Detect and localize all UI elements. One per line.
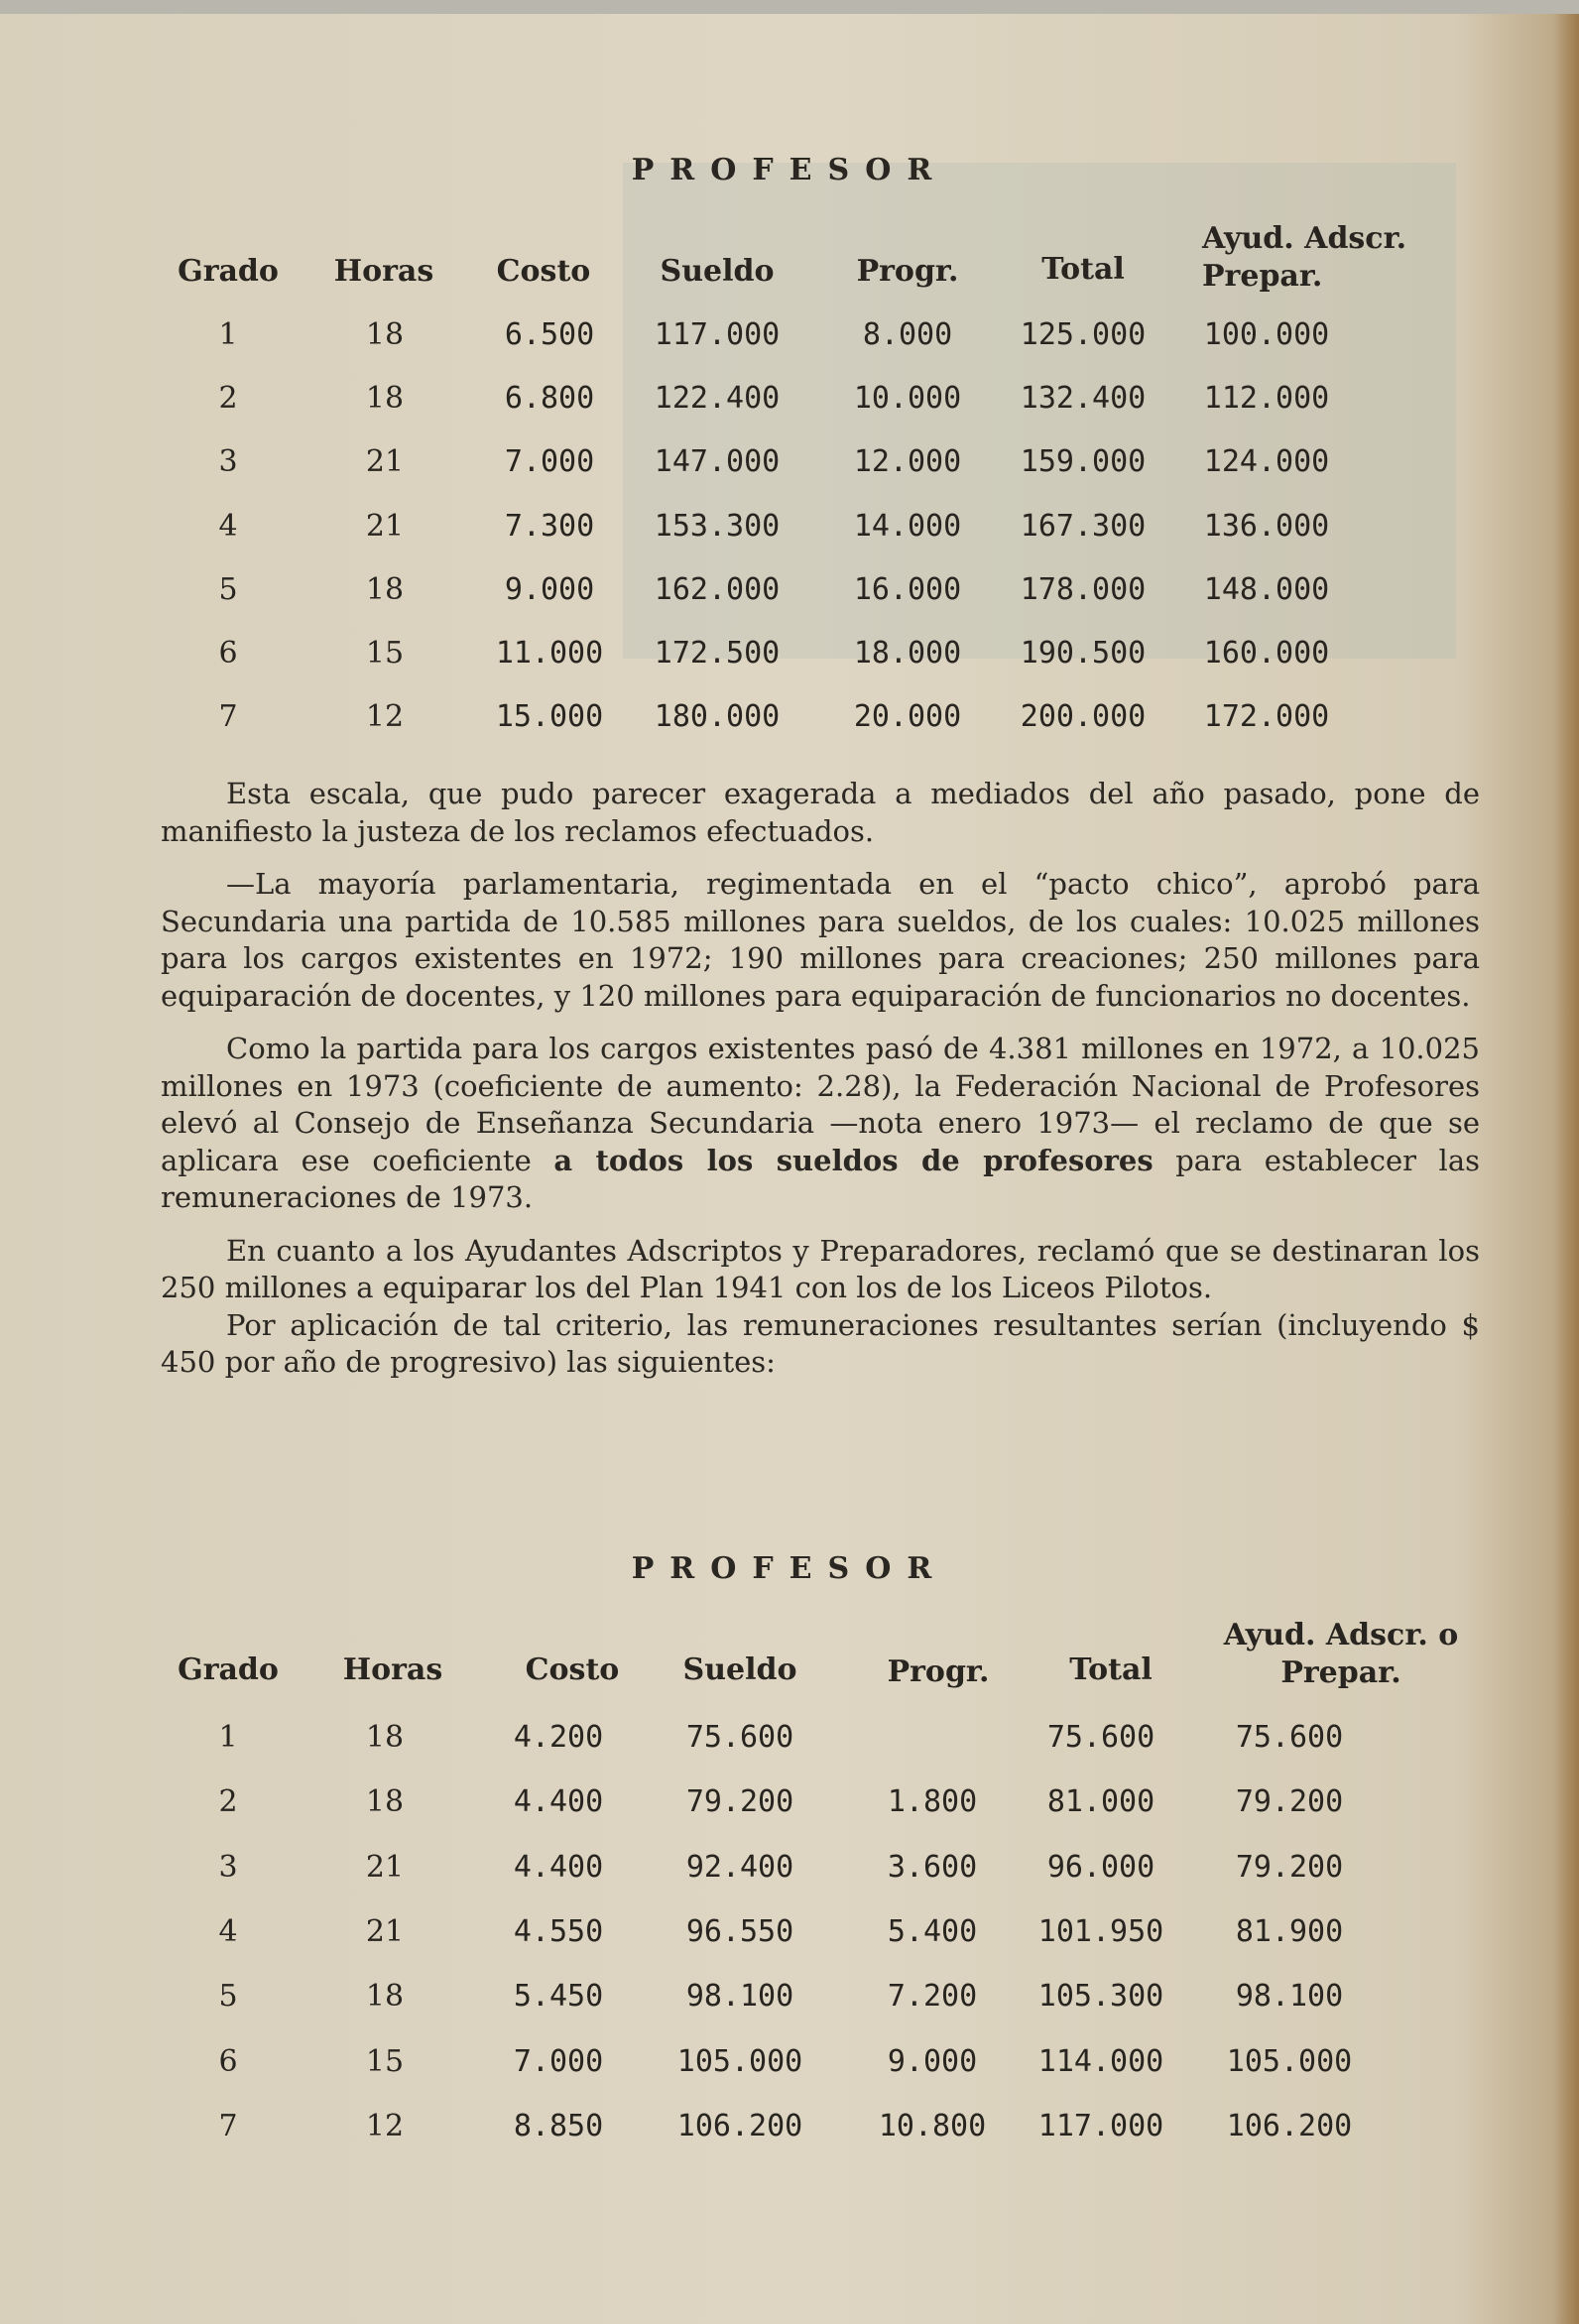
cell-total: 159.000 <box>1020 444 1147 480</box>
table-row <box>0 2109 1579 2148</box>
cell-total: 81.000 <box>1046 1784 1155 1820</box>
header-grado: Grado <box>178 1652 279 1687</box>
cell-total: 125.000 <box>1020 317 1147 352</box>
cell-ayud: 81.900 <box>1235 1913 1344 1949</box>
cell-sueldo: 180.000 <box>654 699 781 735</box>
cell-sueldo: 75.600 <box>685 1720 794 1755</box>
cell-sueldo: 98.100 <box>685 1979 794 2015</box>
cell-costo: 15.000 <box>495 699 604 735</box>
header-horas: Horas <box>342 1652 443 1687</box>
cell-horas: 21 <box>365 508 405 544</box>
table-row <box>0 444 1579 484</box>
cell-sueldo: 79.200 <box>685 1784 794 1820</box>
cell-total: 101.950 <box>1037 1913 1164 1949</box>
cell-costo: 8.850 <box>513 2108 604 2143</box>
header-total: Total <box>1041 252 1125 287</box>
cell-grado: 5 <box>218 1979 238 2015</box>
cell-horas: 18 <box>365 1720 405 1755</box>
table-row <box>0 381 1579 421</box>
paragraph-2: —La mayoría parlamentaria, regimentada en el “pacto chico”, aprobó para Secundaria una partida de 10.585 millones para sueldos, de los cuales: 10.025 millones para los cargos existentes en 1972; 190 millones para creaciones; 250 millones para equiparación de docentes, y 120 millones para equiparación de funcionarios no docentes. <box>161 867 1480 1013</box>
cell-sueldo: 105.000 <box>676 2043 803 2079</box>
cell-horas: 18 <box>365 1979 405 2015</box>
cell-grado: 6 <box>218 636 238 671</box>
paragraph-3-text-a: Como la partida para los cargos existentes pasó de 4.381 millones en 1972, a 10.025 millones en 1973 (coeficiente de aumento: 2.28), la Federación Nacional de Profesores elevó al Consejo de Enseñanza Secundaria —nota enero 1973— el reclamo de que se aplicara ese coeficiente <box>161 1032 1480 1177</box>
cell-sueldo: 96.550 <box>685 1913 794 1949</box>
header-grado: Grado <box>178 254 279 289</box>
cell-progr: 10.800 <box>878 2108 987 2143</box>
paragraph-1: Esta escala, que pudo parecer exagerada a mediados del año pasado, pone de manifiesto la justeza de los reclamos efectuados. <box>161 777 1480 848</box>
cell-total: 190.500 <box>1020 636 1147 671</box>
cell-total: 200.000 <box>1020 699 1147 735</box>
cell-progr: 14.000 <box>853 508 962 544</box>
cell-costo: 6.800 <box>504 381 595 417</box>
cell-costo: 4.400 <box>513 1784 604 1820</box>
table-row <box>0 1850 1579 1890</box>
cell-progr: 10.000 <box>853 381 962 417</box>
cell-ayud: 172.000 <box>1203 699 1330 735</box>
cell-horas: 18 <box>365 571 405 607</box>
cell-sueldo: 147.000 <box>654 444 781 480</box>
table-row <box>0 2044 1579 2084</box>
paragraph-3-emphasis: a todos los sueldos de profesores <box>553 1143 1154 1177</box>
cell-progr: 1.800 <box>887 1784 978 1820</box>
cell-ayud: 112.000 <box>1203 381 1330 417</box>
cell-horas: 21 <box>365 1913 405 1949</box>
cell-grado: 4 <box>218 508 238 544</box>
cell-ayud: 100.000 <box>1203 317 1330 352</box>
cell-progr: 12.000 <box>853 444 962 480</box>
cell-grado: 3 <box>218 444 238 480</box>
body-text <box>161 776 1480 1398</box>
header-ayud: Ayud. Adscr. Prepar. <box>1202 221 1407 294</box>
cell-horas: 15 <box>365 2043 405 2079</box>
table-header-row <box>0 221 1579 294</box>
header-sueldo: Sueldo <box>660 254 775 289</box>
cell-grado: 7 <box>218 699 238 735</box>
cell-horas: 18 <box>365 317 405 352</box>
cell-ayud: 136.000 <box>1203 508 1330 544</box>
cell-progr: 16.000 <box>853 571 962 607</box>
cell-total: 132.400 <box>1020 381 1147 417</box>
cell-costo: 4.200 <box>513 1720 604 1755</box>
cell-total: 96.000 <box>1046 1849 1155 1885</box>
cell-ayud: 105.000 <box>1226 2043 1353 2079</box>
cell-sueldo: 153.300 <box>654 508 781 544</box>
cell-total: 117.000 <box>1037 2108 1164 2143</box>
table-row <box>0 699 1579 739</box>
table-row <box>0 1784 1579 1824</box>
cell-grado: 1 <box>218 317 238 352</box>
document-page <box>0 14 1579 2324</box>
table1-title: PROFESOR <box>631 153 948 187</box>
cell-progr: 9.000 <box>887 2043 978 2079</box>
page-edge-shadow <box>1553 14 1579 2324</box>
cell-horas: 21 <box>365 1849 405 1885</box>
table-row <box>0 636 1579 675</box>
cell-grado: 6 <box>218 2043 238 2079</box>
table-row <box>0 1720 1579 1760</box>
cell-horas: 18 <box>365 1784 405 1820</box>
table-row <box>0 317 1579 357</box>
cell-costo: 11.000 <box>495 636 604 671</box>
cell-ayud: 106.200 <box>1226 2108 1353 2143</box>
cell-sueldo: 122.400 <box>654 381 781 417</box>
cell-grado: 5 <box>218 571 238 607</box>
header-ayud: Ayud. Adscr. o Prepar. <box>1223 1618 1459 1690</box>
cell-ayud: 98.100 <box>1235 1979 1344 2015</box>
table-row <box>0 1979 1579 2018</box>
cell-sueldo: 172.500 <box>654 636 781 671</box>
cell-sueldo: 162.000 <box>654 571 781 607</box>
cell-grado: 2 <box>218 381 238 417</box>
cell-total: 167.300 <box>1020 508 1147 544</box>
cell-horas: 15 <box>365 636 405 671</box>
cell-grado: 7 <box>218 2108 238 2143</box>
cell-costo: 7.000 <box>513 2043 604 2079</box>
table2-title: PROFESOR <box>631 1551 948 1586</box>
cell-horas: 18 <box>365 381 405 417</box>
table-row <box>0 1914 1579 1954</box>
cell-costo: 4.400 <box>513 1849 604 1885</box>
header-progr: Progr. <box>856 254 959 289</box>
cell-total: 75.600 <box>1046 1720 1155 1755</box>
paragraph-5: Por aplicación de tal criterio, las remuneraciones resultantes serían (incluyendo $ 450 por año de progresivo) las siguientes: <box>161 1307 1480 1379</box>
cell-costo: 7.300 <box>504 508 595 544</box>
table-header-row <box>0 1618 1579 1690</box>
cell-sueldo: 117.000 <box>654 317 781 352</box>
cell-ayud: 124.000 <box>1203 444 1330 480</box>
cell-costo: 4.550 <box>513 1913 604 1949</box>
cell-ayud: 79.200 <box>1235 1849 1344 1885</box>
header-progr: Progr. <box>887 1654 990 1689</box>
cell-total: 178.000 <box>1020 571 1147 607</box>
cell-ayud: 79.200 <box>1235 1784 1344 1820</box>
cell-progr: 8.000 <box>862 317 953 352</box>
paragraph-3 <box>161 1031 1480 1217</box>
cell-horas: 12 <box>365 699 405 735</box>
cell-sueldo: 92.400 <box>685 1849 794 1885</box>
cell-progr: 18.000 <box>853 636 962 671</box>
cell-total: 114.000 <box>1037 2043 1164 2079</box>
paragraph-4: En cuanto a los Ayudantes Adscriptos y Preparadores, reclamó que se destinaran los 250 millones a equiparar los del Plan 1941 con los de los Liceos Pilotos. <box>161 1233 1480 1304</box>
cell-horas: 21 <box>365 444 405 480</box>
cell-grado: 1 <box>218 1720 238 1755</box>
cell-progr: 7.200 <box>887 1979 978 2015</box>
cell-sueldo: 106.200 <box>676 2108 803 2143</box>
header-horas: Horas <box>333 254 434 289</box>
cell-grado: 2 <box>218 1784 238 1820</box>
table-row <box>0 509 1579 549</box>
paragraph-3-text-c: para establecer las remuneraciones de 1973. <box>161 1143 1481 1214</box>
cell-costo: 7.000 <box>504 444 595 480</box>
cell-progr: 3.600 <box>887 1849 978 1885</box>
header-sueldo: Sueldo <box>682 1652 797 1687</box>
cell-grado: 4 <box>218 1913 238 1949</box>
cell-total: 105.300 <box>1037 1979 1164 2015</box>
table-row <box>0 572 1579 612</box>
cell-ayud: 160.000 <box>1203 636 1330 671</box>
cell-progr: 5.400 <box>887 1913 978 1949</box>
cell-horas: 12 <box>365 2108 405 2143</box>
cell-costo: 9.000 <box>504 571 595 607</box>
cell-costo: 6.500 <box>504 317 595 352</box>
cell-costo: 5.450 <box>513 1979 604 2015</box>
cell-progr: 20.000 <box>853 699 962 735</box>
header-costo: Costo <box>496 254 591 289</box>
cell-grado: 3 <box>218 1849 238 1885</box>
cell-ayud: 75.600 <box>1235 1720 1344 1755</box>
header-costo: Costo <box>525 1652 620 1687</box>
cell-ayud: 148.000 <box>1203 571 1330 607</box>
header-total: Total <box>1069 1652 1153 1687</box>
